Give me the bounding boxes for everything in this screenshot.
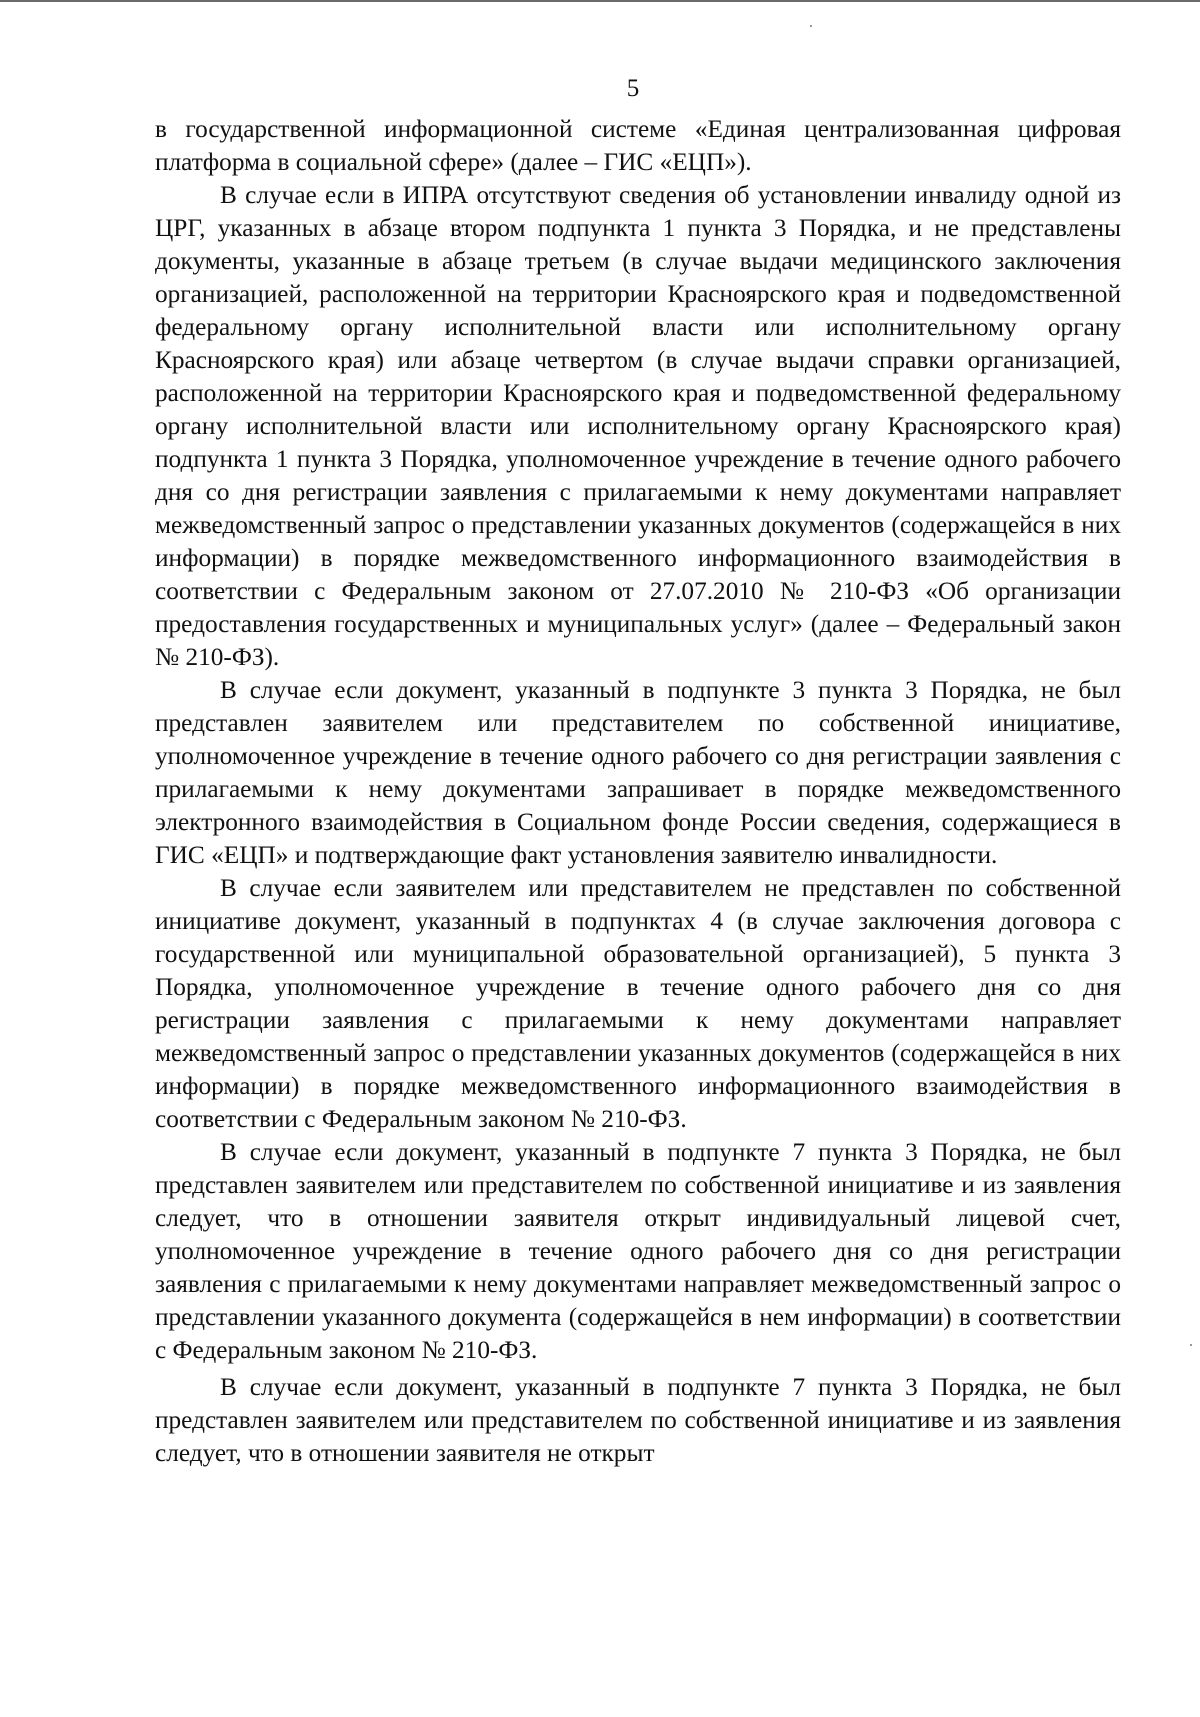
paragraph: В случае если документ, указанный в подпункте 3 пункта 3 Порядка, не был представлен заявителем или представителем по собственной инициативе, уполномоченное учреждение в течение одного рабочего со дня регистрации заявления с прилагаемыми к нему документами запрашивает в порядке межведомственного электронного взаимодействия в Социальном фонде России сведения, содержащиеся в ГИС «ЕЦП» и подтверждающие факт установления заявителю инвалидности. — [155, 676, 1121, 869]
paragraph: В случае если документ, указанный в подпункте 7 пункта 3 Порядка, не был представлен заявителем или представителем по собственной инициативе и из заявления следует, что в отношении заявителя не открыт — [155, 1373, 1121, 1467]
paragraph-continuation: в государственной информационной системе «Единая централизованная цифровая платформа в социальной сфере» (далее – ГИС «ЕЦП»). — [155, 115, 1121, 176]
scan-speck — [810, 25, 812, 27]
scan-edge-line — [0, 0, 1200, 2]
page-number: 5 — [626, 75, 640, 102]
paragraph: В случае если заявителем или представителем не представлен по собственной инициативе документ, указанный в подпунктах 4 (в случае заключения договора с государственной или муниципальной образовательной организацией), 5 пункта 3 Порядка, уполномоченное учреждение в течение одного рабочего дня со дня регистрации заявления с прилагаемыми к нему документами направляет межведомственный запрос о представлении указанных документов (содержащейся в них информации) в порядке межведомственного информационного взаимодействия в соответствии с Федеральным законом № 210-ФЗ. — [155, 874, 1121, 1133]
paragraph: В случае если документ, указанный в подпункте 7 пункта 3 Порядка, не был представлен заявителем или представителем по собственной инициативе и из заявления следует, что в отношении заявителя открыт индивидуальный лицевой счет, уполномоченное учреждение в течение одного рабочего дня со дня регистрации заявления с прилагаемыми к нему документами направляет межведомственный запрос о представлении указанного документа (содержащейся в нем информации) в соответствии с Федеральным законом № 210-ФЗ. — [155, 1138, 1121, 1364]
paragraph: В случае если в ИПРА отсутствуют сведения об установлении инвалиду одной из ЦРГ, указанных в абзаце втором подпункта 1 пункта 3 Порядка, и не представлены документы, указанные в абзаце третьем (в случае выдачи медицинского заключения организацией, расположенной на территории Красноярского края и подведомственной федеральному органу исполнительной власти или исполнительному органу Красноярского края) или абзаце четвертом (в случае выдачи справки организацией, расположенной на территории Красноярского края и подведомственной федеральному органу исполнительной власти или исполнительному органу Красноярского края) подпункта 1 пункта 3 Порядка, уполномоченное учреждение в течение одного рабочего дня со дня регистрации заявления с прилагаемыми к нему документами направляет межведомственный запрос о представлении указанных документов (содержащейся в них информации) в порядке межведомственного информационного взаимодействия в соответствии с Федеральным законом от 27.07.2010 № 210-ФЗ «Об организации предоставления государственных и муниципальных услуг» (далее – Федеральный закон № 210-ФЗ). — [155, 181, 1121, 671]
body-text — [155, 113, 1121, 1470]
scan-speck — [1190, 1344, 1192, 1346]
